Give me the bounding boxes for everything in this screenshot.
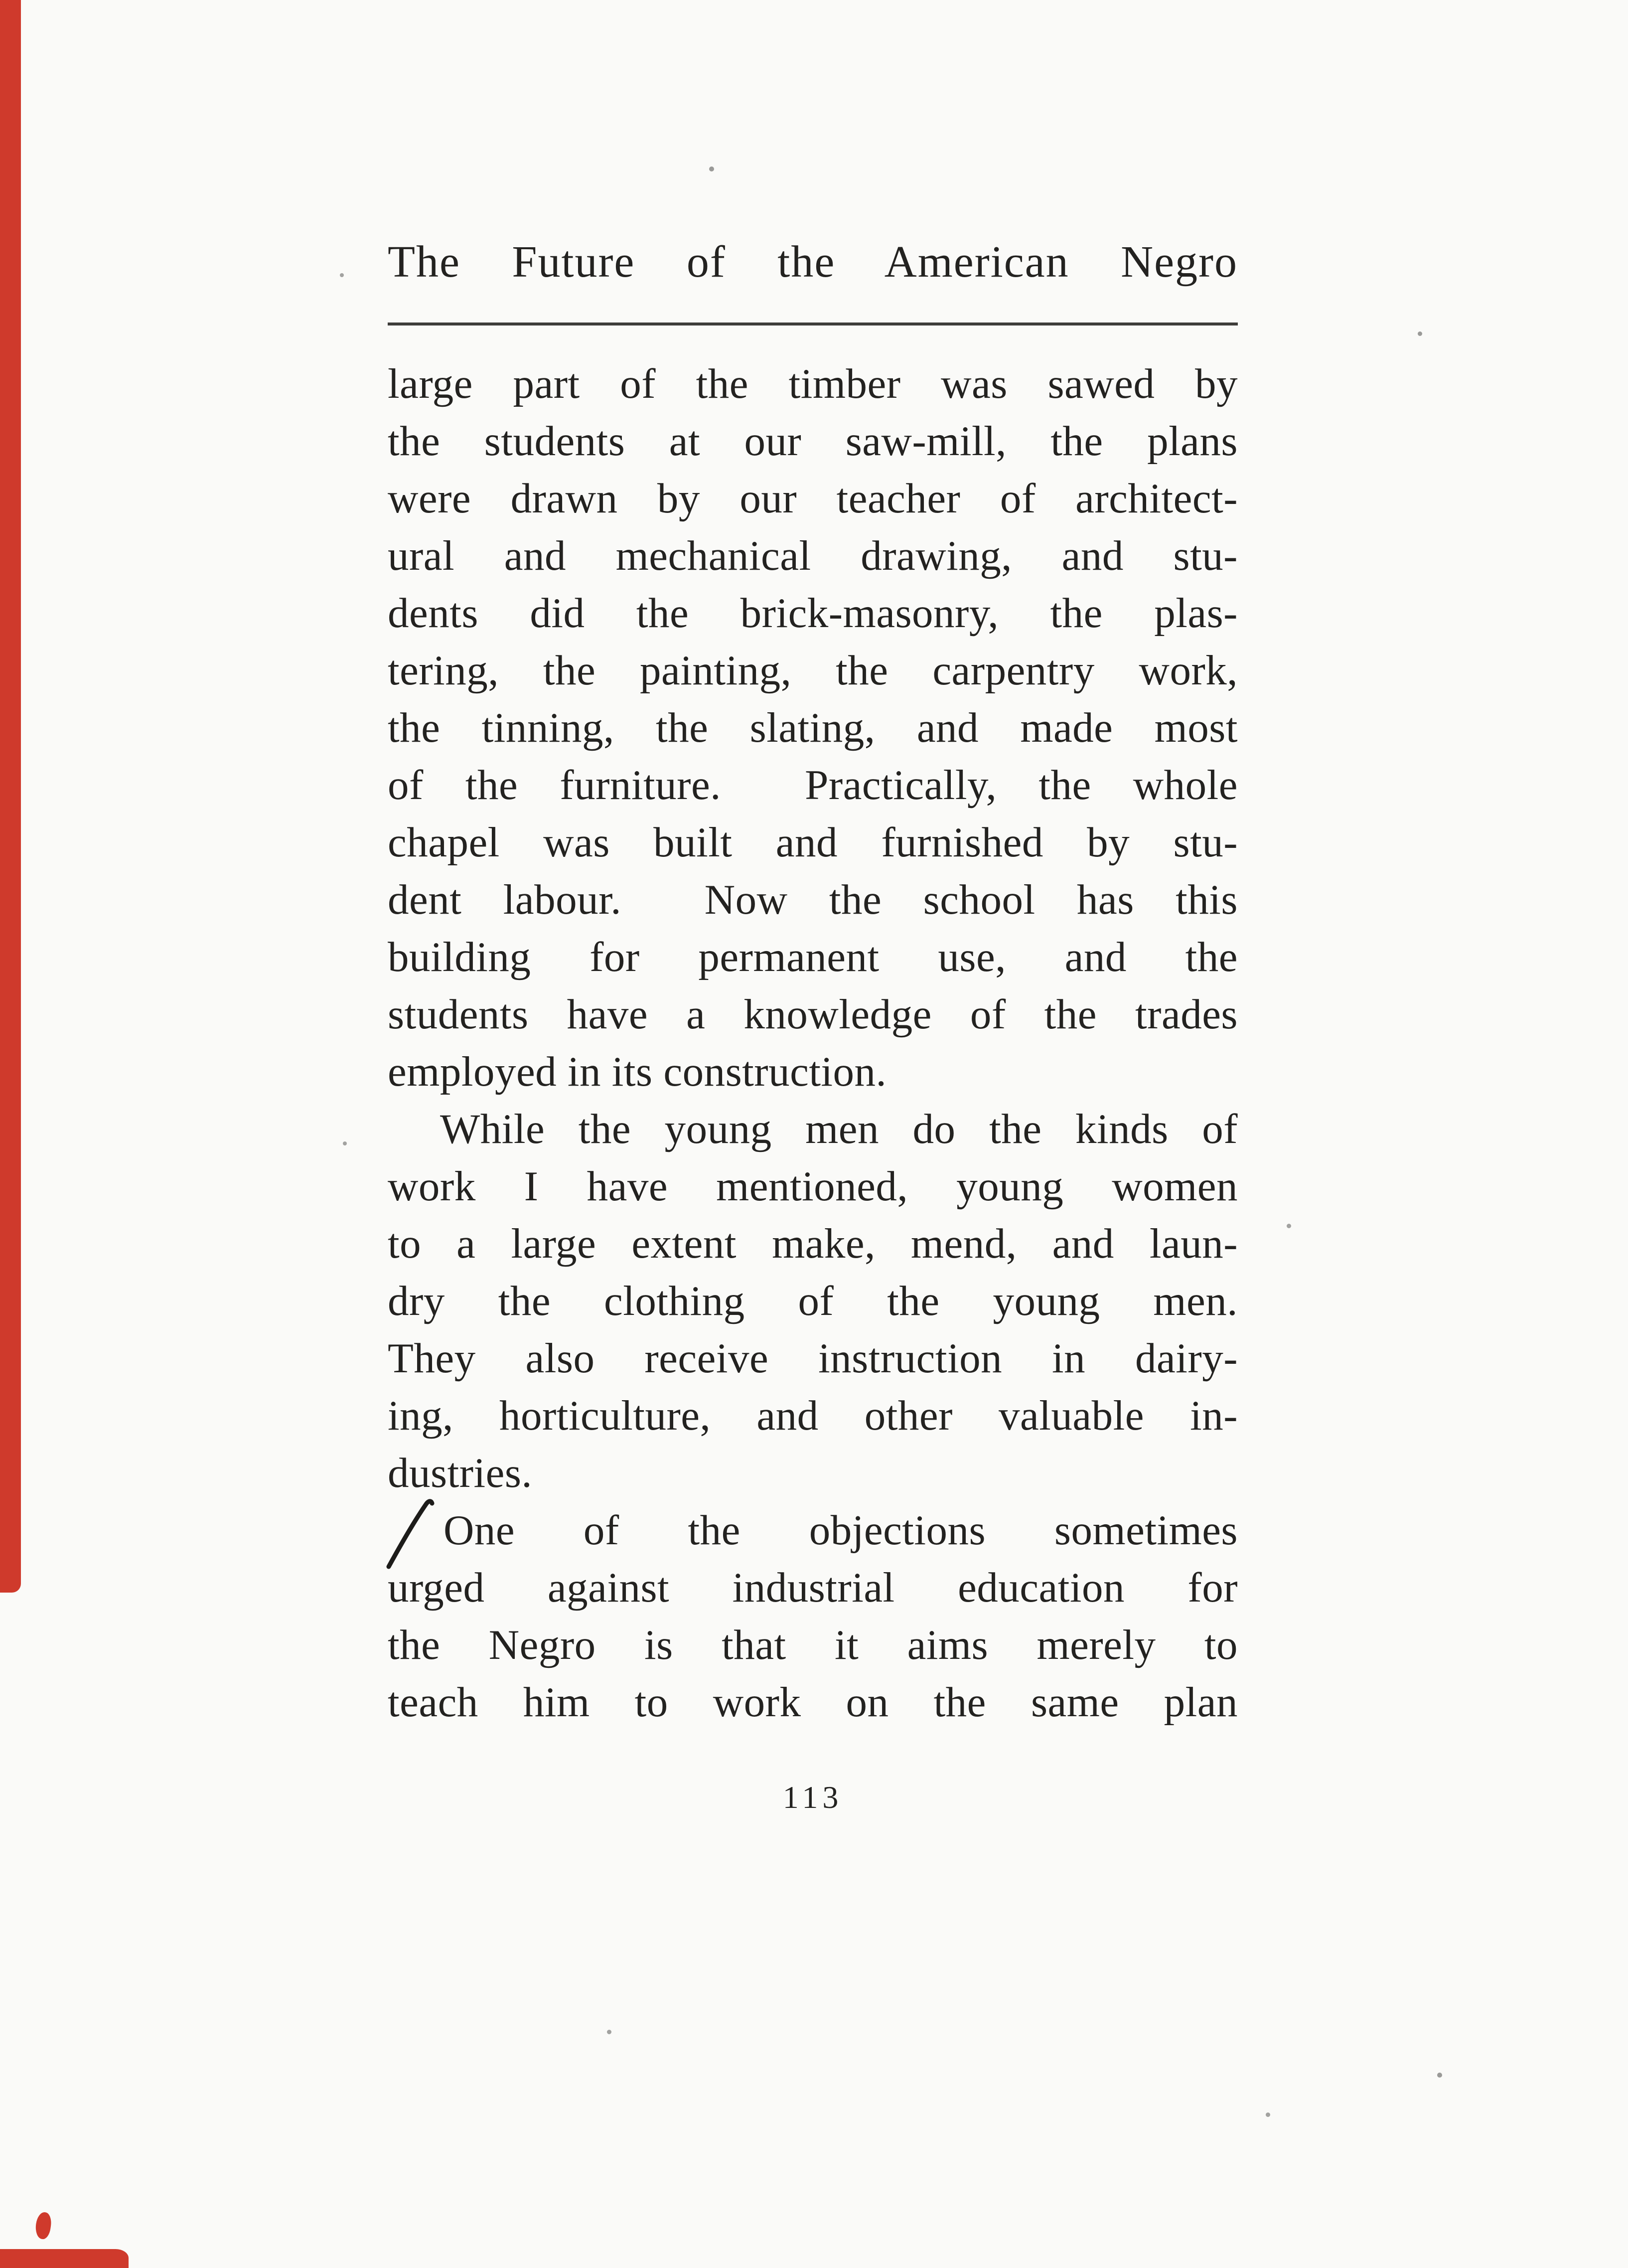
text-line [388,1559,1238,1617]
text-line-content: tering, the painting, the carpentry work, [388,647,1238,694]
text-line-content: to a large extent make, mend, and laun- [388,1220,1238,1267]
text-line [388,1043,1238,1101]
text-line [388,642,1238,699]
text-line-content: While the young men do the kinds of [440,1106,1238,1152]
text-line-content: of the furniture. Practically, the whole [388,762,1238,809]
text-line-content: One of the objections sometimes [444,1507,1238,1554]
text-line [388,1273,1238,1330]
text-line [388,413,1238,470]
scan-artifact-dot [1418,331,1422,336]
text-line [388,1158,1238,1215]
text-line-content: urged against industrial education for [388,1564,1238,1611]
text-line [388,1215,1238,1273]
text-line-content: teach him to work on the same plan [388,1679,1238,1726]
scan-artifact-dot [607,2030,611,2034]
text-line [388,871,1238,929]
text-line-content: the tinning, the slating, and made most [388,704,1238,751]
text-line-content: the Negro is that it aims merely to [388,1621,1238,1668]
text-line-content: were drawn by our teacher of architect- [388,475,1238,522]
text-line-content: dents did the brick-masonry, the plas- [388,590,1238,637]
pen-mark-icon [382,1498,437,1570]
text-line [388,699,1238,757]
text-line [388,757,1238,814]
text-line [388,527,1238,585]
text-line-content: students have a knowledge of the trades [388,991,1238,1038]
red-edge-strip [0,0,21,1593]
scan-artifact-dot [343,1141,347,1145]
text-line-content: building for permanent use, and the [388,934,1238,980]
text-line-content: employed in its construction. [388,1048,887,1095]
page-number: 113 [782,1780,843,1815]
text-line-content: dent labour. Now the school has this [388,876,1238,923]
body-text [388,355,1238,1731]
text-line [388,929,1238,986]
text-line [388,585,1238,642]
running-header: The Future of the American Negro [388,237,1238,287]
text-line [388,470,1238,527]
red-mark-bottom-edge [0,2249,129,2268]
text-line-content: ural and mechanical drawing, and stu- [388,532,1238,579]
scan-artifact-dot [1266,2112,1270,2117]
text-line-content: work I have mentioned, young women [388,1163,1238,1210]
text-line [388,1502,1238,1559]
scan-artifact-dot [340,273,344,277]
text-line [388,1674,1238,1731]
text-line-content: the students at our saw-mill, the plans [388,418,1238,465]
text-line [388,1387,1238,1445]
text-line [388,1330,1238,1387]
text-line [388,986,1238,1043]
red-mark-bottom-left [34,2211,52,2240]
text-line-content: They also receive instruction in dairy- [388,1335,1238,1382]
text-line [388,814,1238,871]
text-line [388,1617,1238,1674]
scan-artifact-dot [709,166,714,171]
text-line-content: dry the clothing of the young men. [388,1278,1238,1324]
text-line [388,1445,1238,1502]
page-content [388,234,1238,1820]
text-line-content: ing, horticulture, and other valuable in- [388,1392,1238,1439]
text-line-content: dustries. [388,1450,533,1496]
text-line-content: large part of the timber was sawed by [388,360,1238,407]
scan-artifact-dot [1437,2073,1442,2078]
text-line-content: chapel was built and furnished by stu- [388,819,1238,866]
text-line [388,355,1238,413]
scan-artifact-dot [1287,1224,1291,1228]
text-line [388,1101,1238,1158]
header-rule [388,323,1238,325]
